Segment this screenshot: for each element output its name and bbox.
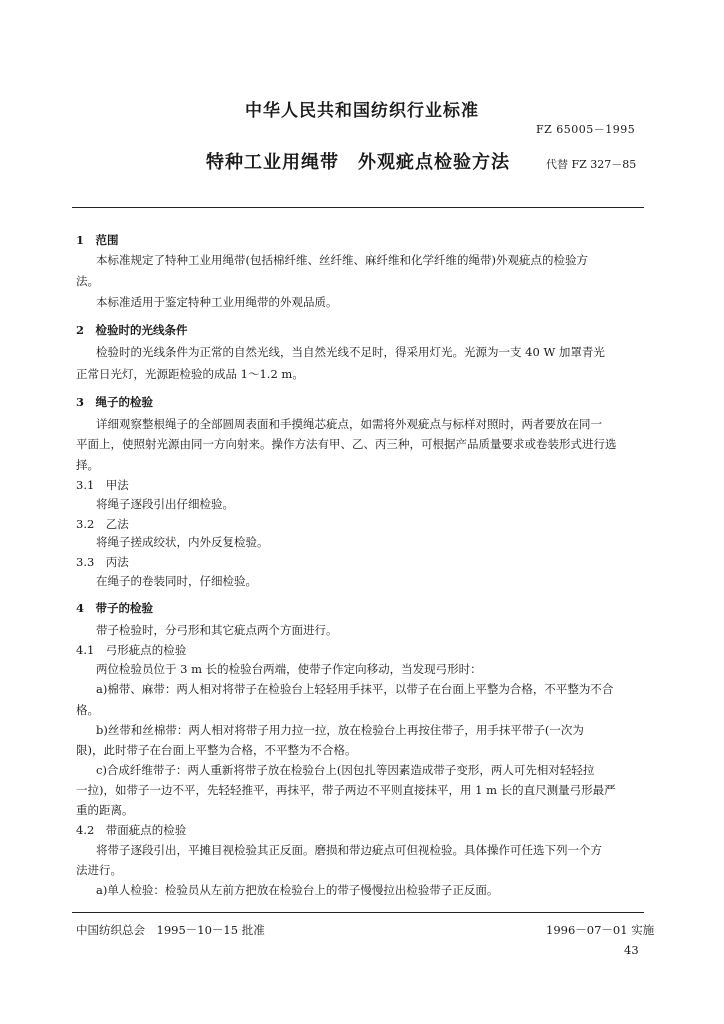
section-4-2-item-a: a)单人检验：检验员从左前方把放在检验台上的带子慢慢拉出检验带子正反面。 [96, 883, 499, 897]
section-1-para-1-line-1: 本标准规定了特种工业用绳带(包括棉纤维、丝纤维、麻纤维和化学纤维的绳带)外观疵点的检验方 [96, 253, 588, 267]
section-3-3-text: 在绳子的卷装同时，仔细检验。 [96, 574, 257, 588]
section-2-heading: 2 检验时的光线条件 [76, 323, 188, 337]
section-4-1-item-c-line-2: 一拉)，如带子一边不平，先轻轻推平，再抹平，带子两边不平则直接抹平，用 1 m 长的直尺测量弓形最严 [76, 783, 616, 797]
section-3-1-heading: 3.1 甲法 [76, 478, 129, 492]
section-3-heading: 3 绳子的检验 [76, 395, 154, 409]
document-title: 特种工业用绳带 外观疵点检验方法 [206, 152, 510, 173]
section-4-1-item-b-line-2: 限)，此时带子在台面上平整为合格，不平整为不合格。 [76, 743, 357, 757]
section-4-intro: 带子检验时，分弓形和其它疵点两个方面进行。 [96, 623, 338, 637]
section-4-1-item-c-line-1: c)合成纤维带子：两人重新将带子放在检验台上(因包扎等因素造成带子变形，两人可先相对轻轻拉 [96, 763, 595, 777]
section-2-para-line-2: 正常日光灯，光源距检验的成品 1～1.2 m。 [76, 367, 304, 381]
section-3-para-line-1: 详细观察整根绳子的全部圆周表面和手摸绳芯疵点，如需将外观疵点与标样对照时，两者要放在同一 [96, 417, 602, 431]
section-4-1-heading: 4.1 弓形疵点的检验 [76, 643, 187, 657]
section-4-1-intro: 两位检验员位于 3 m 长的检验台两端，使带子作定向移动，当发现弓形时： [96, 662, 482, 676]
section-3-para-line-3: 择。 [76, 458, 99, 472]
footer-rule [72, 912, 644, 913]
section-4-2-line-1: 将带子逐段引出，平摊目视检验其正反面。磨损和带边疵点可但视检验。具体操作可任选下列一个方 [96, 843, 602, 857]
section-4-1-item-b-line-1: b)丝带和丝棉带：两人相对将带子用力拉一拉，放在检验台上再按住带子，用手抹平带子(一次为 [96, 723, 584, 737]
section-4-heading: 4 带子的检验 [76, 601, 154, 615]
section-3-para-line-2: 平面上，使照射光源由同一方向射来。操作方法有甲、乙、丙三种，可根据产品质量要求或卷装形式进行选 [76, 437, 617, 451]
section-4-2-line-2: 法进行。 [76, 863, 122, 877]
section-1-para-1-line-2: 法。 [76, 274, 99, 288]
standard-code: FZ 65005－1995 [536, 123, 636, 136]
section-3-1-text: 将绳子逐段引出仔细检验。 [96, 497, 234, 511]
section-3-3-heading: 3.3 丙法 [76, 555, 129, 569]
section-3-2-heading: 3.2 乙法 [76, 517, 129, 531]
approval-line: 中国纺织总会 1995－10－15 批准 [76, 923, 265, 937]
section-4-2-heading: 4.2 带面疵点的检验 [76, 823, 187, 837]
section-1-para-2: 本标准适用于鉴定特种工业用绳带的外观品质。 [96, 295, 338, 309]
section-2-para-line-1: 检验时的光线条件为正常的自然光线，当自然光线不足时，得采用灯光。光源为一支 40 W 加罩青光 [96, 345, 605, 359]
section-4-1-item-a-line-1: a)棉带、麻带：两人相对将带子在检验台上轻轻用手抹平，以带子在台面上平整为合格，不平整为不合 [96, 682, 614, 696]
header-rule [72, 207, 644, 208]
section-3-2-text: 将绳子搓成绞状，内外反复检验。 [96, 535, 269, 549]
section-1-heading: 1 范围 [76, 233, 119, 247]
org-title: 中华人民共和国纺织行业标准 [245, 101, 479, 121]
page-number: 43 [624, 943, 639, 957]
section-4-1-item-c-line-3: 重的距离。 [76, 803, 134, 817]
section-4-1-item-a-line-2: 格。 [76, 703, 99, 717]
replaces-code: 代替 FZ 327－85 [546, 158, 637, 171]
implementation-date: 1996－07－01 实施 [546, 923, 655, 937]
